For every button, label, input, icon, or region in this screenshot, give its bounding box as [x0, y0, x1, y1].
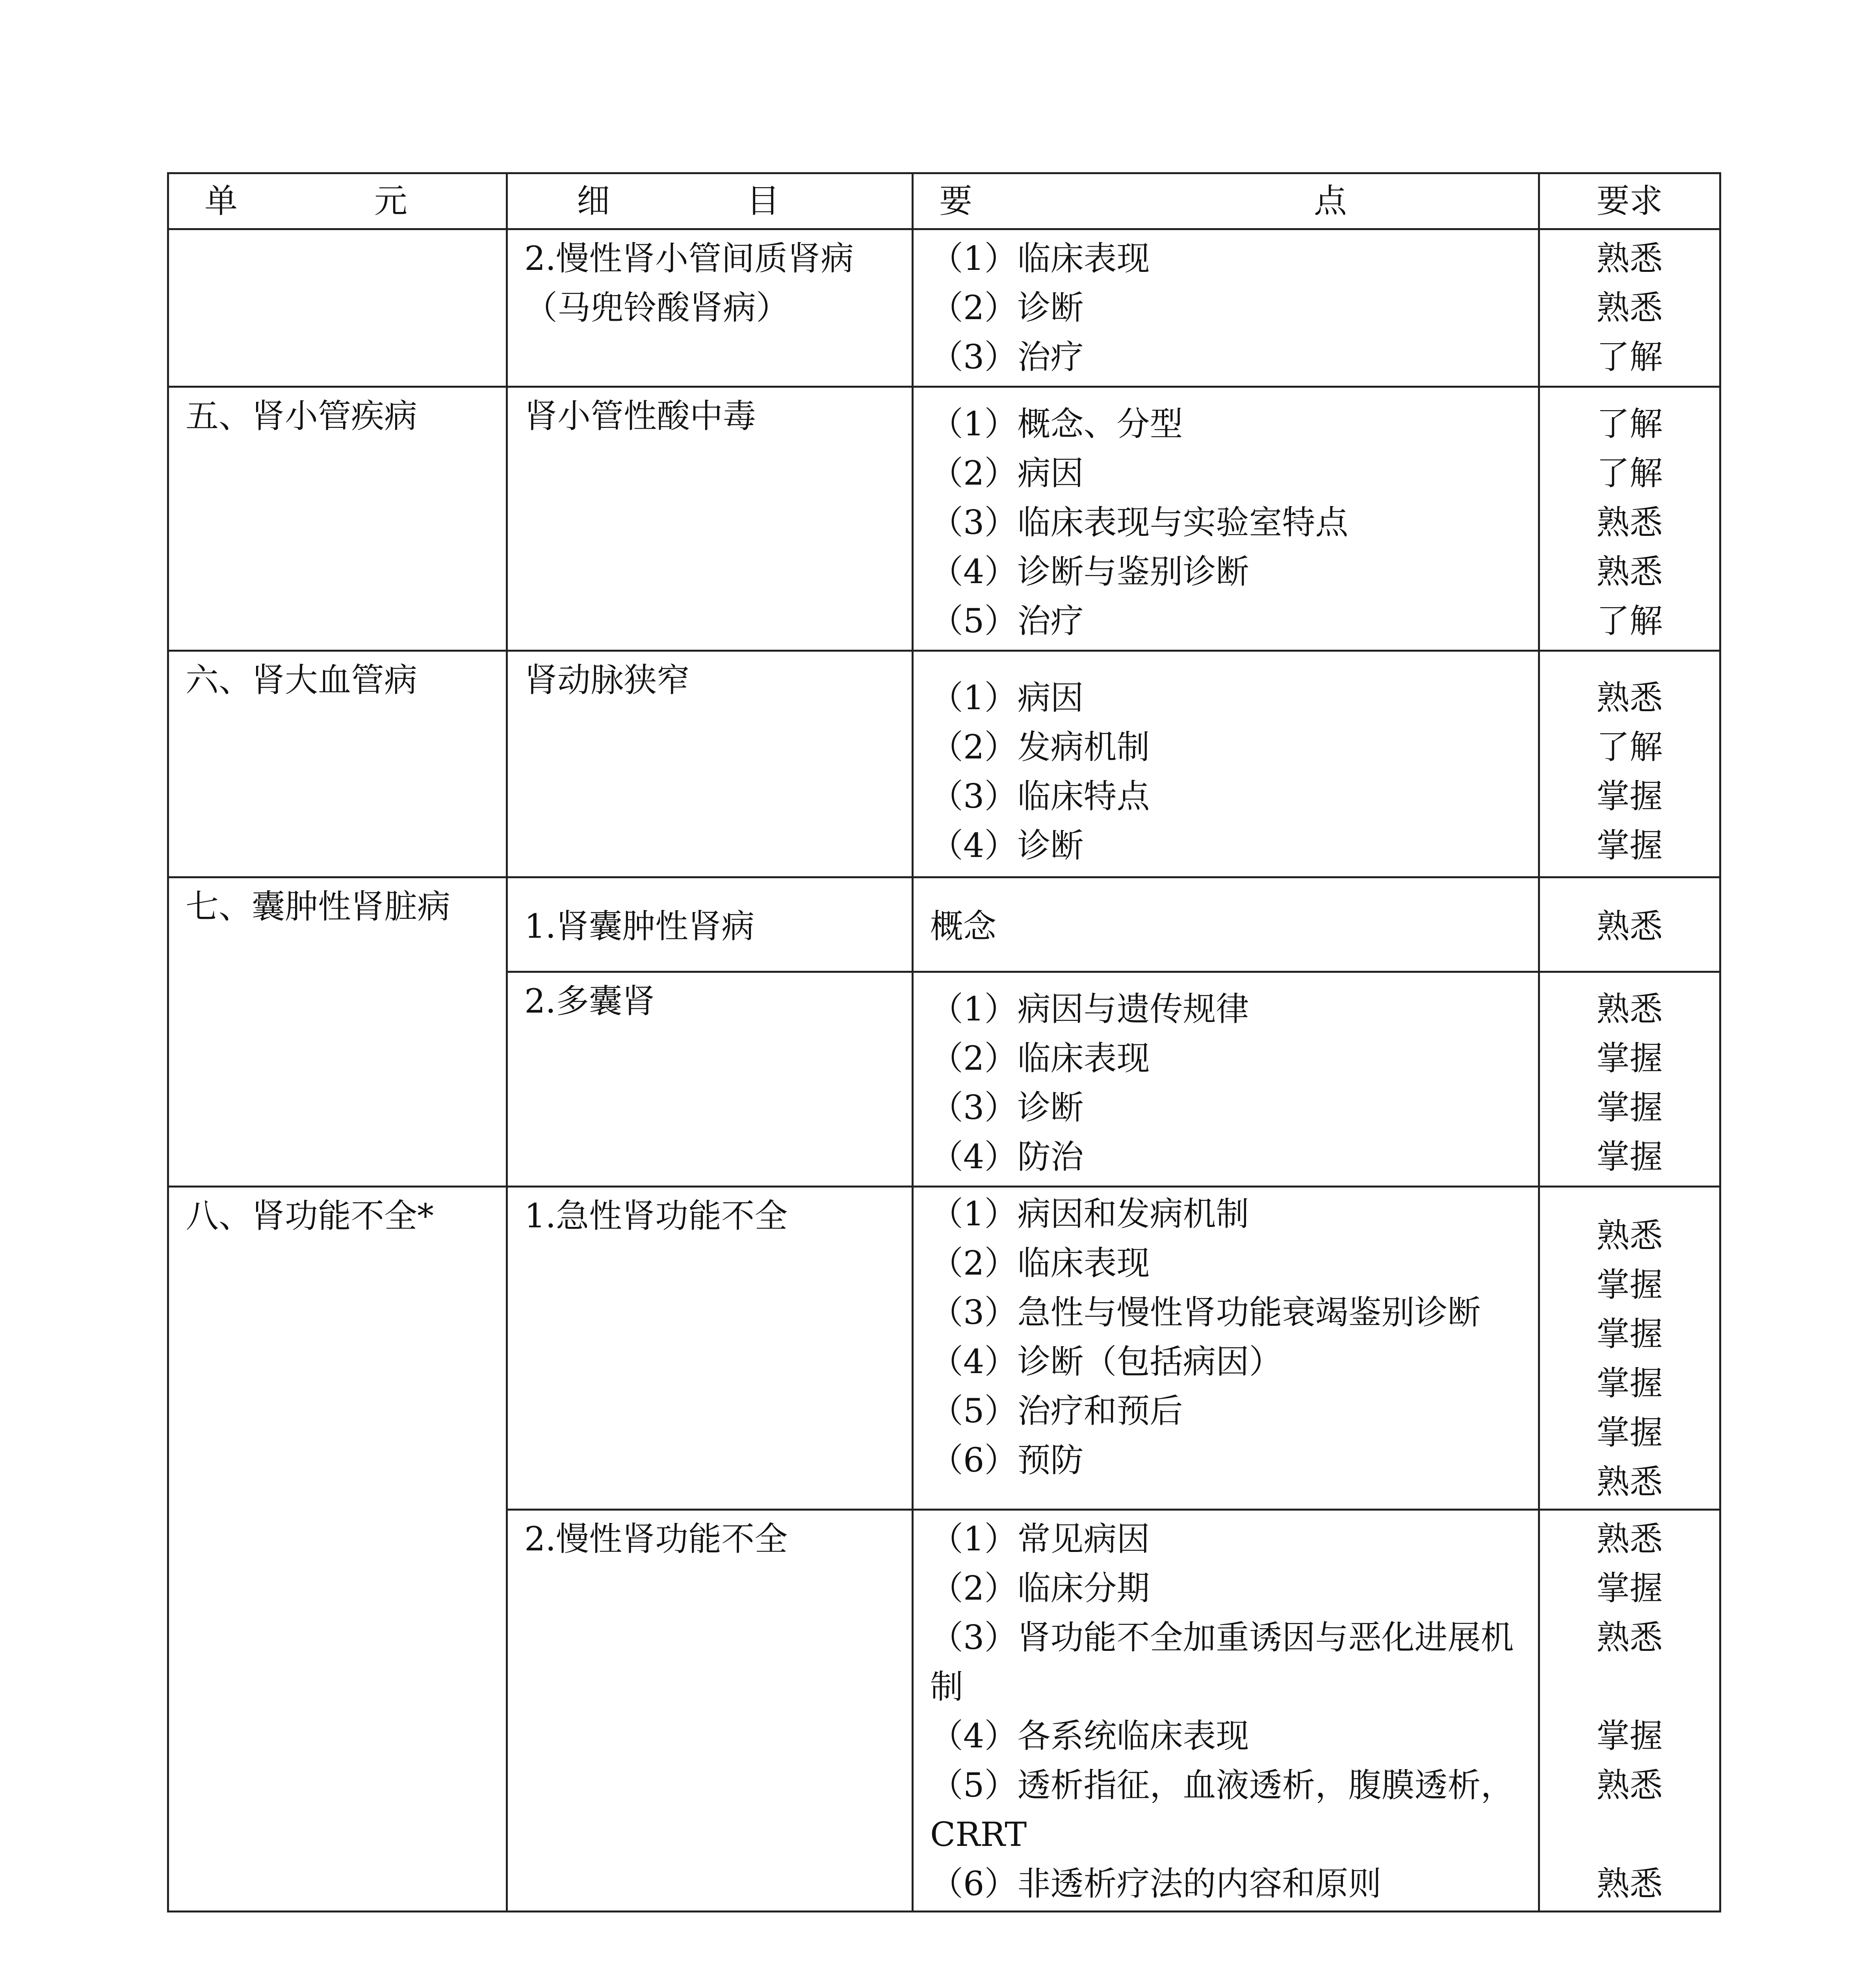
unit-cell: 七、囊肿性肾脏病	[168, 877, 507, 1187]
unit-cell: 五、肾小管疾病	[168, 387, 507, 651]
item-cell: 1.肾囊肿性肾病	[507, 877, 913, 972]
table-row	[168, 1187, 1720, 1510]
requirement-cell: 了解 了解 熟悉 熟悉 了解	[1539, 387, 1720, 651]
points-cell: 概念	[913, 877, 1539, 972]
item-cell: 2.慢性肾小管间质肾病（马兜铃酸肾病）	[507, 229, 913, 387]
requirement-cell: 熟悉 掌握 掌握 掌握	[1539, 972, 1720, 1187]
points-cell: （1）病因和发病机制 （2）临床表现 （3）急性与慢性肾功能衰竭鉴别诊断 （4）诊断（包括病因） （5）治疗和预后 （6）预防	[913, 1187, 1539, 1510]
table-row	[168, 877, 1720, 972]
item-cell: 2.多囊肾	[507, 972, 913, 1187]
header-item: 细 目	[507, 173, 913, 229]
item-cell: 1.急性肾功能不全	[507, 1187, 913, 1510]
points-cell: （1）常见病因 （2）临床分期 （3）肾功能不全加重诱因与恶化进展机制 （4）各系统临床表现 （5）透析指征，血液透析，腹膜透析，CRRT （6）非透析疗法的内容和原则	[913, 1510, 1539, 1912]
requirement-cell: 熟悉	[1539, 877, 1720, 972]
item-cell: 2.慢性肾功能不全	[507, 1510, 913, 1912]
syllabus-table	[167, 172, 1721, 1912]
header-unit: 单 元	[168, 173, 507, 229]
header-requirement: 要求	[1539, 173, 1720, 229]
requirement-cell: 熟悉 熟悉 了解	[1539, 229, 1720, 387]
points-cell: （1）病因与遗传规律 （2）临床表现 （3）诊断 （4）防治	[913, 972, 1539, 1187]
table-row	[168, 387, 1720, 651]
points-cell: （1）临床表现 （2）诊断 （3）治疗	[913, 229, 1539, 387]
header-points: 要 点	[913, 173, 1539, 229]
requirement-cell: 熟悉 了解 掌握 掌握	[1539, 651, 1720, 877]
requirement-cell: 熟悉 掌握 掌握 掌握 掌握 熟悉	[1539, 1187, 1720, 1510]
points-cell: （1）病因 （2）发病机制 （3）临床特点 （4）诊断	[913, 651, 1539, 877]
requirement-cell: 熟悉 掌握 熟悉 掌握 熟悉 熟悉	[1539, 1510, 1720, 1912]
table-header-row	[168, 173, 1720, 229]
table-row	[168, 229, 1720, 387]
item-cell: 肾小管性酸中毒	[507, 387, 913, 651]
points-cell: （1）概念、分型 （2）病因 （3）临床表现与实验室特点 （4）诊断与鉴别诊断 （5）治疗	[913, 387, 1539, 651]
unit-cell: 八、肾功能不全*	[168, 1187, 507, 1912]
table-row	[168, 651, 1720, 877]
item-cell: 肾动脉狭窄	[507, 651, 913, 877]
unit-cell: 六、肾大血管病	[168, 651, 507, 877]
unit-cell	[168, 229, 507, 387]
